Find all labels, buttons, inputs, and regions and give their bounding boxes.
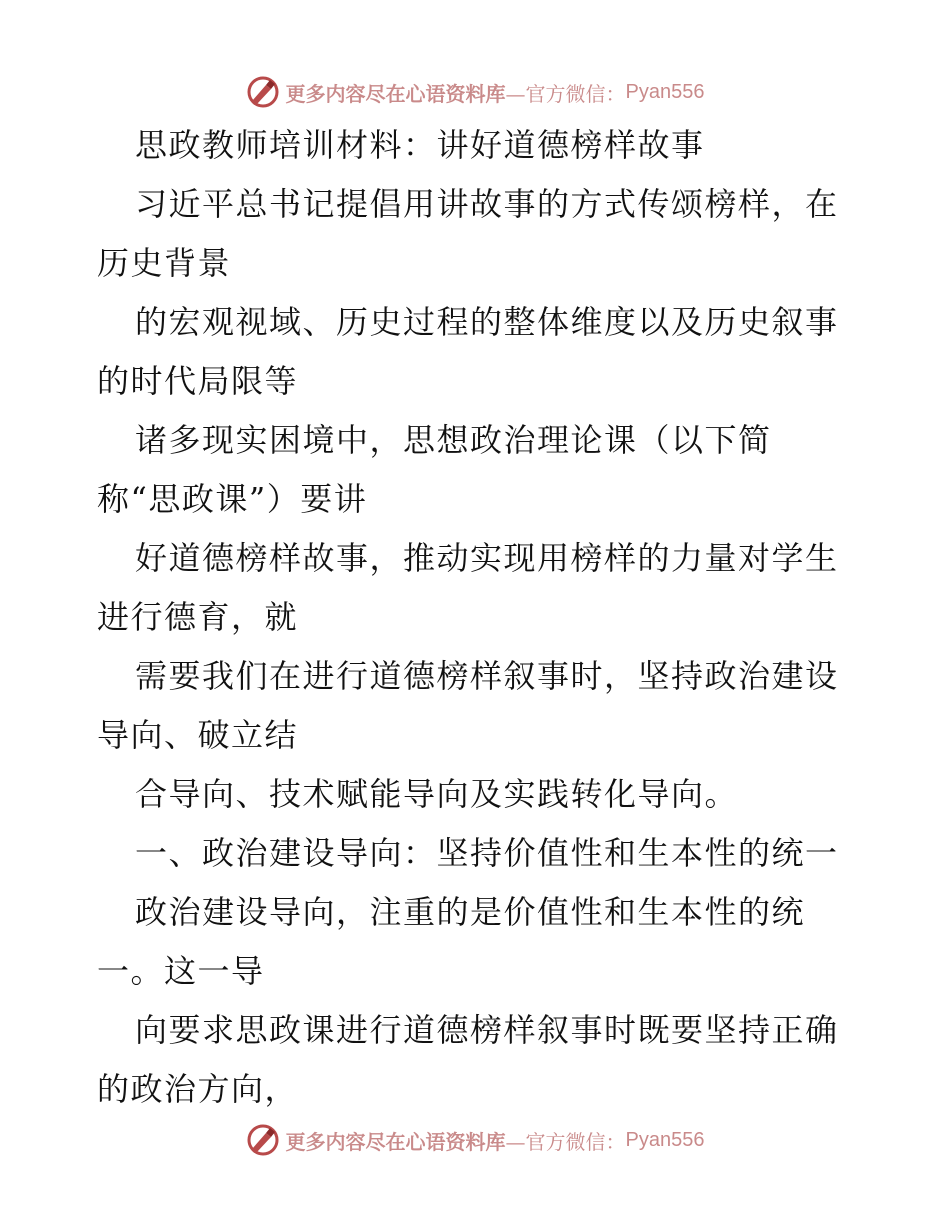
paragraph-line: 需要我们在进行道德榜样叙事时，坚持政治建设 [135, 657, 839, 695]
banner-wechat-id: Pyan556 [625, 80, 705, 103]
paragraph-line: 的政治方向， [97, 1070, 299, 1108]
paragraph-line: 好道德榜样故事，推动实现用榜样的力量对学生 [135, 539, 839, 577]
paragraph-line: 习近平总书记提倡用讲故事的方式传颂榜样，在 [135, 185, 839, 223]
banner-wechat-label: —官方微信： [505, 81, 626, 106]
document-title: 思政教师培训材料：讲好道德榜样故事 [135, 126, 705, 164]
paragraph-line: 的时代局限等 [97, 362, 299, 400]
paragraph-line: 导向、破立结 [97, 716, 299, 754]
footer-banner [0, 1118, 950, 1162]
pen-logo-icon [246, 75, 280, 109]
paragraph-line: 政治建设导向，注重的是价值性和生本性的统 [135, 893, 806, 931]
paragraph-line: 诸多现实困境中，思想政治理论课（以下简 [135, 421, 772, 459]
banner-slogan: 更多内容尽在心语资料库 [285, 81, 506, 106]
pen-logo-icon [246, 1123, 280, 1157]
paragraph-line: 称“思政课”）要讲 [97, 480, 368, 518]
paragraph-line: 一。这一导 [97, 952, 265, 990]
paragraph-line: 历史背景 [97, 244, 232, 282]
section-heading: 一、政治建设导向：坚持价值性和生本性的统一 [135, 834, 839, 872]
paragraph-line: 合导向、技术赋能导向及实践转化导向。 [135, 775, 739, 813]
banner-wechat-label: —官方微信： [505, 1129, 626, 1154]
banner-wechat-id: Pyan556 [625, 1128, 705, 1151]
banner-slogan: 更多内容尽在心语资料库 [285, 1129, 506, 1154]
paragraph-line: 进行德育，就 [97, 598, 299, 636]
paragraph-line: 的宏观视域、历史过程的整体维度以及历史叙事 [135, 303, 839, 341]
header-banner [0, 70, 950, 114]
paragraph-line: 向要求思政课进行道德榜样叙事时既要坚持正确 [135, 1011, 839, 1049]
